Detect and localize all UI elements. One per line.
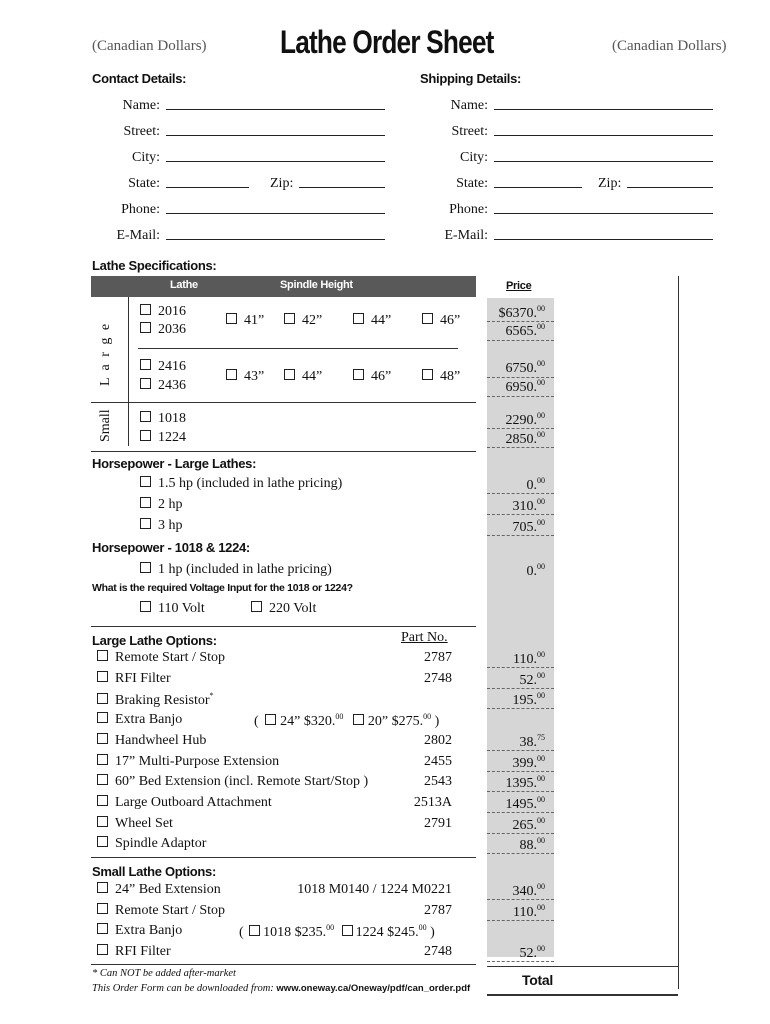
checkbox-icon[interactable] <box>97 754 108 765</box>
price-rule <box>487 771 554 772</box>
small-extra-banjo-option[interactable]: Extra Banjo <box>97 923 182 939</box>
option-row[interactable]: 17” Multi-Purpose Extension <box>97 754 279 770</box>
checkbox-icon[interactable] <box>97 923 108 934</box>
large-group-label: L a r g e <box>98 321 113 386</box>
shipping-phone-field[interactable] <box>494 213 713 214</box>
price-rule <box>487 340 554 341</box>
price-2036: 6565.00 <box>505 322 545 339</box>
height-option[interactable]: 48” <box>422 369 460 385</box>
checkbox-icon[interactable] <box>97 882 108 893</box>
part-no-header: Part No. <box>401 630 448 645</box>
contact-zip-label: Zip: <box>270 176 294 191</box>
price-rule <box>487 791 554 792</box>
option-row[interactable]: Remote Start / Stop <box>97 903 225 919</box>
part-number: 2513A <box>413 794 452 810</box>
option-row[interactable]: Spindle Adaptor <box>97 836 206 852</box>
price-rule <box>487 535 554 536</box>
banjo-size-choices: ( 24” $320.00 20” $275.00 ) <box>254 712 440 729</box>
price-hp-2: 310.00 <box>512 497 545 514</box>
model-2016-option[interactable]: 2016 <box>140 304 186 320</box>
price-rule <box>487 833 554 834</box>
lathe-column-header: Lathe <box>170 279 198 291</box>
price-2436: 6950.00 <box>505 378 545 395</box>
shipping-street-field[interactable] <box>494 135 713 136</box>
checkbox-icon[interactable] <box>422 369 433 380</box>
price-hp-3: 705.00 <box>512 518 545 535</box>
option-price: 52.00 <box>519 943 545 961</box>
option-price: 340.00 <box>512 882 545 899</box>
shipping-state-label: State: <box>456 176 488 191</box>
hp-small-heading: Horsepower - 1018 & 1224: <box>92 540 250 555</box>
shipping-details-heading: Shipping Details: <box>420 71 522 86</box>
checkbox-icon[interactable] <box>226 313 237 324</box>
price-2016: $6370.00 <box>498 304 545 321</box>
divider <box>91 964 476 965</box>
checkbox-icon[interactable] <box>140 304 151 315</box>
option-price: 88.00 <box>519 836 545 854</box>
option-row[interactable]: Remote Start / Stop <box>97 650 225 666</box>
model-1018-option[interactable]: 1018 <box>140 411 186 427</box>
divider <box>91 626 476 627</box>
total-top-rule <box>487 966 678 967</box>
checkbox-icon[interactable] <box>140 430 151 441</box>
hp-large-heading: Horsepower - Large Lathes: <box>92 456 257 471</box>
contact-name-field[interactable] <box>166 109 385 110</box>
page-title: Lathe Order Sheet <box>280 24 494 60</box>
option-row[interactable]: RFI Filter <box>97 671 171 687</box>
divider <box>91 451 476 452</box>
price-rule <box>487 961 554 962</box>
divider <box>91 857 476 858</box>
contact-city-field[interactable] <box>166 161 385 162</box>
part-number: 2802 <box>424 732 452 748</box>
checkbox-icon[interactable] <box>284 313 295 324</box>
checkbox-icon[interactable] <box>353 369 364 380</box>
price-rule <box>487 447 554 448</box>
checkbox-icon[interactable] <box>251 601 262 612</box>
checkbox-icon[interactable] <box>265 714 276 725</box>
checkbox-icon[interactable] <box>97 733 108 744</box>
checkbox-icon[interactable] <box>342 925 353 936</box>
checkbox-icon[interactable] <box>97 712 108 723</box>
height-option[interactable]: 46” <box>422 313 460 329</box>
checkbox-icon[interactable] <box>97 795 108 806</box>
small-group-label: Small <box>98 409 113 442</box>
part-number: 2748 <box>424 670 452 686</box>
part-number: 2455 <box>424 753 452 769</box>
part-number: 2787 <box>424 902 452 918</box>
contact-street-label: Street: <box>123 124 160 139</box>
lathe-specifications-heading: Lathe Specifications: <box>92 258 217 273</box>
option-price: 265.00 <box>512 815 545 833</box>
price-rule <box>487 853 554 854</box>
download-url[interactable]: www.oneway.ca/Oneway/pdf/can_order.pdf <box>276 983 471 994</box>
option-row[interactable]: RFI Filter <box>97 944 171 960</box>
price-rule <box>487 667 554 668</box>
option-price: 1495.00 <box>505 794 545 812</box>
after-market-note: * Can NOT be added after-market <box>92 968 236 979</box>
volt-110-option[interactable]: 110 Volt <box>140 601 205 617</box>
checkbox-icon[interactable] <box>140 497 151 508</box>
volt-220-option[interactable]: 220 Volt <box>251 601 316 617</box>
contact-email-field[interactable] <box>166 239 385 240</box>
model-2436-option[interactable]: 2436 <box>140 378 186 394</box>
shipping-email-field[interactable] <box>494 239 713 240</box>
checkbox-icon[interactable] <box>97 836 108 847</box>
checkbox-icon[interactable] <box>97 816 108 827</box>
checkbox-icon[interactable] <box>97 650 108 661</box>
option-row[interactable]: 24” Bed Extension <box>97 882 221 898</box>
hp-3-option[interactable]: 3 hp <box>140 518 183 534</box>
option-price: 399.00 <box>512 753 545 771</box>
contact-phone-field[interactable] <box>166 213 385 214</box>
checkbox-icon[interactable] <box>140 562 151 573</box>
checkbox-icon[interactable] <box>97 944 108 955</box>
contact-zip-field[interactable] <box>299 187 385 188</box>
shipping-phone-label: Phone: <box>449 202 488 217</box>
hp-2-option[interactable]: 2 hp <box>140 497 183 513</box>
checkbox-icon[interactable] <box>140 601 151 612</box>
extra-banjo-option[interactable]: Extra Banjo <box>97 712 182 728</box>
height-option[interactable]: 44” <box>353 313 391 329</box>
price-rule <box>487 920 554 921</box>
price-2416: 6750.00 <box>505 359 545 376</box>
contact-details-heading: Contact Details: <box>92 71 187 86</box>
part-number: 2543 <box>424 774 452 790</box>
part-number: 2791 <box>424 815 452 831</box>
price-1224: 2850.00 <box>505 430 545 447</box>
option-price: 195.00 <box>512 691 545 709</box>
price-1018: 2290.00 <box>505 411 545 428</box>
model-2036-option[interactable]: 2036 <box>140 322 186 338</box>
checkbox-icon[interactable] <box>284 369 295 380</box>
option-price: 110.00 <box>513 650 545 667</box>
checkbox-icon[interactable] <box>140 518 151 529</box>
model-2416-option[interactable]: 2416 <box>140 359 186 375</box>
part-number: 2748 <box>424 943 452 959</box>
checkbox-icon[interactable] <box>97 693 108 704</box>
checkbox-icon[interactable] <box>249 925 260 936</box>
small-banjo-choices: ( 1018 $235.00 1224 $245.00 ) <box>239 923 435 940</box>
model-1224-option[interactable]: 1224 <box>140 430 186 446</box>
checkbox-icon[interactable] <box>140 359 151 370</box>
hp-1-option[interactable]: 1 hp (included in lathe pricing) <box>140 562 332 578</box>
checkbox-icon[interactable] <box>353 714 364 725</box>
total-bottom-rule <box>487 994 678 996</box>
voltage-question: What is the required Voltage Input for the 1018 or 1224? <box>92 582 353 594</box>
option-row[interactable]: 60” Bed Extension (incl. Remote Start/Stop ) <box>97 774 368 790</box>
height-option[interactable]: 46” <box>353 369 391 385</box>
shipping-zip-field[interactable] <box>627 187 713 188</box>
contact-state-label: State: <box>128 176 160 191</box>
price-hp-1-5: 0.00 <box>526 476 545 493</box>
checkbox-icon[interactable] <box>226 369 237 380</box>
checkbox-icon[interactable] <box>140 378 151 389</box>
shipping-name-field[interactable] <box>494 109 713 110</box>
checkbox-icon[interactable] <box>422 313 433 324</box>
price-rule <box>487 514 554 515</box>
divider <box>138 348 458 349</box>
checkbox-icon[interactable] <box>140 476 151 487</box>
contact-email-label: E-Mail: <box>116 228 160 243</box>
price-rule <box>487 750 554 751</box>
part-number: 1018 M0140 / 1224 M0221 <box>297 882 452 897</box>
shipping-city-field[interactable] <box>494 161 713 162</box>
checkbox-icon[interactable] <box>140 322 151 333</box>
checkbox-icon[interactable] <box>97 774 108 785</box>
shipping-street-label: Street: <box>451 124 488 139</box>
option-price: 1395.00 <box>505 774 545 792</box>
shipping-name-label: Name: <box>450 98 488 113</box>
divider <box>91 402 476 403</box>
hp-1-5-option[interactable]: 1.5 hp (included in lathe pricing) <box>140 476 342 492</box>
price-rule <box>487 688 554 689</box>
total-label: Total <box>522 972 553 988</box>
option-price: 38.75 <box>519 732 545 750</box>
option-row[interactable]: Braking Resistor* <box>97 691 214 709</box>
spindle-height-column-header: Spindle Height <box>280 279 353 291</box>
price-rule <box>487 899 554 900</box>
currency-note-left: (Canadian Dollars) <box>92 38 207 54</box>
shipping-state-field[interactable] <box>494 187 582 188</box>
height-option[interactable]: 44” <box>284 369 322 385</box>
height-option[interactable]: 43” <box>226 369 264 385</box>
contact-city-label: City: <box>131 150 160 165</box>
contact-name-label: Name: <box>122 98 160 113</box>
price-rule <box>487 708 554 709</box>
price-rule <box>487 428 554 429</box>
option-price: 110.00 <box>513 902 545 920</box>
small-options-heading: Small Lathe Options: <box>92 864 217 879</box>
group-divider-line <box>128 297 129 446</box>
part-number: 2787 <box>424 650 452 665</box>
checkbox-icon[interactable] <box>97 671 108 682</box>
option-row[interactable]: Wheel Set <box>97 816 173 832</box>
checkbox-icon[interactable] <box>140 411 151 422</box>
price-hp-1: 0.00 <box>526 562 545 579</box>
shipping-city-label: City: <box>459 150 488 165</box>
shipping-zip-label: Zip: <box>598 176 622 191</box>
checkbox-icon[interactable] <box>353 313 364 324</box>
contact-phone-label: Phone: <box>121 202 160 217</box>
price-column-header: Price <box>506 280 532 292</box>
price-rule <box>487 812 554 813</box>
price-rule <box>487 493 554 494</box>
download-note: This Order Form can be downloaded from: www.oneway.ca/Oneway/pdf/can_order.pdf <box>92 983 471 994</box>
large-options-heading: Large Lathe Options: <box>92 633 217 648</box>
option-row[interactable]: Handwheel Hub <box>97 733 206 749</box>
price-column-border <box>678 276 679 989</box>
height-option[interactable]: 41” <box>226 313 264 329</box>
price-rule <box>487 396 554 397</box>
option-price: 52.00 <box>519 670 545 688</box>
checkbox-icon[interactable] <box>97 903 108 914</box>
option-row[interactable]: Large Outboard Attachment <box>97 795 272 811</box>
shipping-email-label: E-Mail: <box>444 228 488 243</box>
contact-state-field[interactable] <box>166 187 249 188</box>
height-option[interactable]: 42” <box>284 313 322 329</box>
currency-note-right: (Canadian Dollars) <box>612 38 727 54</box>
contact-street-field[interactable] <box>166 135 385 136</box>
